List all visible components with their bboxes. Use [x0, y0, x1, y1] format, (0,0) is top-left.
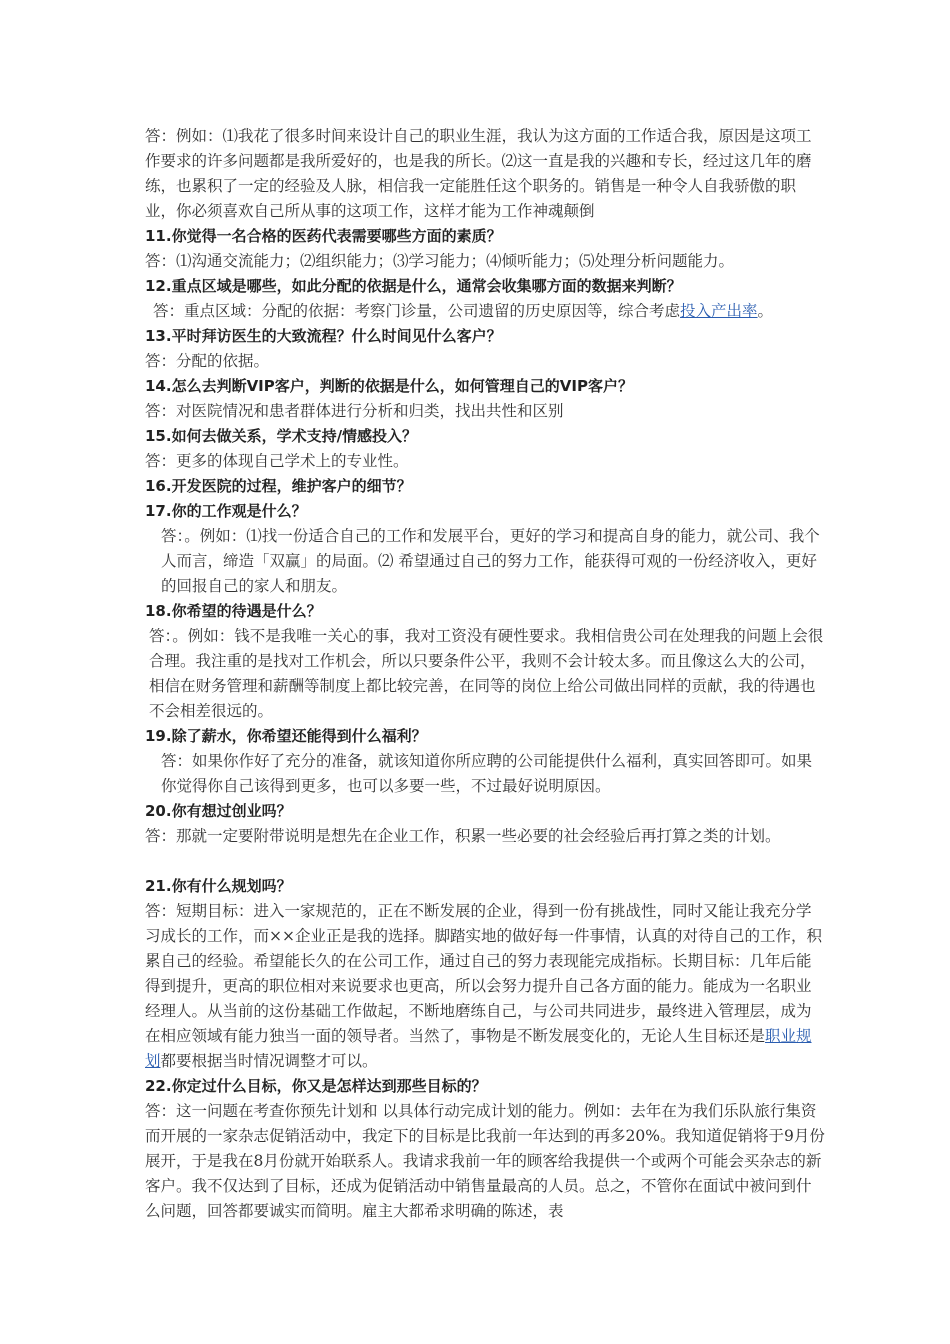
answer-13: 答：分配的依据。	[145, 352, 270, 370]
question-19: 19.除了薪水，你希望还能得到什么福利？	[145, 727, 427, 745]
answer-17: 答：。例如：⑴找一份适合自己的工作和发展平台，更好的学习和提高自身的能力，就公司、我个人而言，缔造「双赢」的局面。⑵ 希望通过自己的努力工作，能获得可观的一份经济收入，更好的回报自己的家人和朋友。	[161, 527, 820, 595]
answer-intro: 答：例如：⑴我花了很多时间来设计自己的职业生涯，我认为这方面的工作适合我，原因是这项工作要求的许多问题都是我所爱好的，也是我的所长。⑵这一直是我的兴趣和专长，经过这几年的磨练，也累积了一定的经验及人脉，相信我一定能胜任这个职务的。销售是一种令人自我骄傲的职业，你必须喜欢自己所从事的这项工作，这样才能为工作神魂颠倒	[145, 127, 812, 220]
answer-19: 答：如果你作好了充分的准备，就该知道你所应聘的公司能提供什么福利，真实回答即可。如果你觉得你自己该得到更多，也可以多要一些，不过最好说明原因。	[161, 752, 813, 795]
input-output-ratio-link[interactable]: 投入产出率	[680, 302, 758, 320]
question-14: 14.怎么去判断VIP客户，判断的依据是什么，如何管理自己的VIP客户？	[145, 377, 633, 395]
question-17: 17.你的工作观是什么？	[145, 502, 307, 520]
question-20: 20.你有想过创业吗？	[145, 802, 292, 820]
answer-12-text: 答：重点区域：分配的依据：考察门诊量，公司遗留的历史原因等，综合考虑	[153, 302, 681, 320]
question-15: 15.如何去做关系，学术支持/情感投入？	[145, 427, 418, 445]
question-18: 18.你希望的待遇是什么？	[145, 602, 322, 620]
paragraph-gap	[145, 849, 825, 874]
answer-20: 答：那就一定要附带说明是想先在企业工作，积累一些必要的社会经验后再打算之类的计划。	[145, 827, 781, 845]
answer-21	[145, 899, 825, 1074]
question-21: 21.你有什么规划吗？	[145, 877, 292, 895]
answer-11: 答：⑴沟通交流能力；⑵组织能力；⑶学习能力；⑷倾听能力；⑸处理分析问题能力。	[145, 252, 735, 270]
question-13: 13.平时拜访医生的大致流程？什么时间见什么客户？	[145, 327, 502, 345]
answer-12	[145, 299, 825, 324]
career-planning-link[interactable]: 职业规划	[145, 1027, 812, 1070]
answer-18: 答：。例如：钱不是我唯一关心的事，我对工资没有硬性要求。我相信贵公司在处理我的问题上会很合理。我注重的是找对工作机会，所以只要条件公平，我则不会计较太多。而且像这么大的公司，相信在财务管理和薪酬等制度上都比较完善，在同等的岗位上给公司做出同样的贡献，我的待遇也不会相差很远的。	[149, 627, 824, 720]
question-22: 22.你定过什么目标，你又是怎样达到那些目标的？	[145, 1077, 487, 1095]
answer-21-text: 答：短期目标：进入一家规范的，正在不断发展的企业，得到一份有挑战性，同时又能让我充分学习成长的工作，而××企业正是我的选择。脚踏实地的做好每一件事情，认真的对待自己的工作，积累自己的经验。希望能长久的在公司工作，通过自己的努力表现能完成指标。长期目标：几年后能得到提升，更高的职位相对来说要求也更高，所以会努力提升自己各方面的能力。能成为一名职业经理人。从当前的这份基础工作做起，不断地磨练自己，与公司共同进步，最终进入管理层，成为在相应领域有能力独当一面的领导者。当然了，事物是不断发展变化的，无论人生目标还是	[145, 902, 822, 1045]
answer-12-tail: 。	[757, 302, 774, 320]
question-12: 12.重点区域是哪些，如此分配的依据是什么，通常会收集哪方面的数据来判断？	[145, 277, 682, 295]
answer-15: 答：更多的体现自己学术上的专业性。	[145, 452, 409, 470]
answer-14: 答：对医院情况和患者群体进行分析和归类，找出共性和区别	[145, 402, 564, 420]
question-11: 11.你觉得一名合格的医药代表需要哪些方面的素质？	[145, 227, 502, 245]
question-16: 16.开发医院的过程，维护客户的细节？	[145, 477, 412, 495]
answer-21-tail: 都要根据当时情况调整才可以。	[160, 1052, 378, 1070]
document-page	[145, 124, 825, 1224]
answer-22: 答：这一问题在考查你预先计划和 以具体行动完成计划的能力。例如：去年在为我们乐队旅行集资而开展的一家杂志促销活动中，我定下的目标是比我前一年达到的再多20%。我知道促销将于9月份展开，于是我在8月份就开始联系人。我请求我前一年的顾客给我提供一个或两个可能会买杂志的新客户。我不仅达到了目标，还成为促销活动中销售量最高的人员。总之，不管你在面试中被问到什么问题，回答都要诚实而简明。雇主大都希求明确的陈述，表	[145, 1102, 825, 1220]
